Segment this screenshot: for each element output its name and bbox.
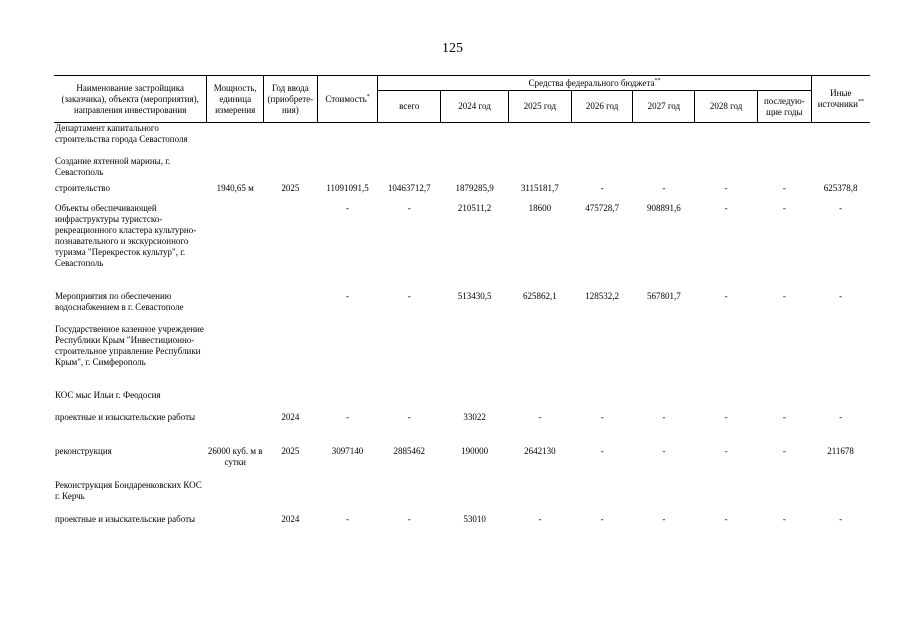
row-total: - xyxy=(407,290,411,301)
header-other-mark: ** xyxy=(857,99,864,105)
table-row xyxy=(54,203,870,291)
row-2027 xyxy=(633,123,695,156)
row-later xyxy=(757,123,811,156)
row-other: - xyxy=(839,290,843,301)
row-name: Государственное казенное учреждение Республики Крым "Инвестиционно-строительное управление Республики Крым", г. Симферополь xyxy=(55,323,204,367)
row-2028 xyxy=(695,390,758,412)
row-2027: - xyxy=(662,513,666,524)
row-2027: 567801,7 xyxy=(646,290,681,301)
row-2024 xyxy=(441,480,509,514)
row-2025 xyxy=(508,390,571,412)
row-cost xyxy=(317,480,378,514)
row-year: 2025 xyxy=(281,445,300,456)
header-federal-mark: ** xyxy=(654,77,661,84)
row-name: проектные и изыскательские работы xyxy=(55,411,196,422)
row-2028: - xyxy=(724,411,728,422)
table-row xyxy=(54,480,870,514)
row-name: Мероприятия по обеспечению водоснабжением в г. Севастополе xyxy=(55,290,184,312)
row-2027 xyxy=(633,156,695,183)
row-2028: - xyxy=(724,182,728,193)
row-capacity xyxy=(207,324,264,390)
row-total xyxy=(378,324,441,390)
row-total: - xyxy=(407,513,411,524)
row-2025: 2642130 xyxy=(524,445,556,456)
table-row xyxy=(54,123,870,156)
table-row xyxy=(54,324,870,390)
row-total: - xyxy=(407,202,411,213)
row-cost xyxy=(317,324,378,390)
row-2024 xyxy=(441,390,509,412)
row-later xyxy=(757,156,811,183)
row-year: 2025 xyxy=(281,182,300,193)
header-federal: Средства федерального бюджета xyxy=(528,77,655,88)
row-other: - xyxy=(839,202,843,213)
row-2025: - xyxy=(538,411,542,422)
header-cost-mark: * xyxy=(366,93,370,100)
row-2026: - xyxy=(600,513,604,524)
row-total xyxy=(378,123,441,156)
row-other xyxy=(811,156,870,183)
row-total xyxy=(378,390,441,412)
row-name: Реконструкция Бондаренковских КОС г. Керчь xyxy=(55,479,202,501)
row-year xyxy=(264,324,318,390)
row-2024 xyxy=(441,324,509,390)
table-row xyxy=(54,291,870,324)
header-year: Год ввода (приобрете-ния) xyxy=(264,76,318,123)
row-name: реконструкция xyxy=(55,445,112,456)
row-2026: 475728,7 xyxy=(585,202,619,213)
row-other: - xyxy=(839,513,843,524)
table-row xyxy=(54,183,870,203)
row-cost: 3097140 xyxy=(331,445,364,456)
row-total xyxy=(378,156,441,183)
row-cost: - xyxy=(346,411,350,422)
row-name: строительство xyxy=(55,182,110,193)
row-2025: - xyxy=(538,513,542,524)
row-2024: 210511,2 xyxy=(457,202,492,213)
row-2027: - xyxy=(662,411,666,422)
row-name: проектные и изыскательские работы xyxy=(55,513,196,524)
row-capacity xyxy=(207,203,264,291)
row-2026 xyxy=(571,156,633,183)
row-2026: - xyxy=(600,445,604,456)
row-2024: 33022 xyxy=(463,411,486,422)
header-name: Наименование застройщика (заказчика), объекта (мероприятия), направления инвестирования xyxy=(54,76,207,123)
page-number: 125 xyxy=(442,41,463,56)
row-later: - xyxy=(782,411,786,422)
header-federal-cell xyxy=(378,76,811,91)
header-2024: 2024 год xyxy=(441,91,509,123)
row-2024: 190000 xyxy=(461,445,489,456)
row-2028 xyxy=(695,123,758,156)
row-2028 xyxy=(695,480,758,514)
row-year: 2024 xyxy=(281,411,300,422)
row-later xyxy=(757,480,811,514)
row-year xyxy=(264,480,318,514)
row-2024: 1879285,9 xyxy=(455,182,494,193)
row-cost: 11091091,5 xyxy=(326,182,369,193)
row-later xyxy=(757,390,811,412)
row-2025 xyxy=(508,480,571,514)
row-2024 xyxy=(441,156,509,183)
row-capacity xyxy=(207,123,264,156)
row-total: 10463712,7 xyxy=(387,182,431,193)
row-year xyxy=(264,203,318,291)
row-2025 xyxy=(508,156,571,183)
row-other: - xyxy=(839,411,843,422)
row-2028: - xyxy=(724,202,728,213)
row-name: Объекты обеспечивающей инфраструктуры туристско-рекреационного кластера культурно-познавательного и экскурсионного туризма "Перекресток культур", г. Севастополь xyxy=(55,202,197,268)
header-other: Иные источники xyxy=(817,88,858,109)
row-2025: 625862,1 xyxy=(522,290,557,301)
table-body xyxy=(54,123,870,548)
row-cost xyxy=(317,156,378,183)
row-2027 xyxy=(633,324,695,390)
row-2027: 908891,6 xyxy=(646,202,681,213)
budget-table xyxy=(54,75,870,548)
row-capacity xyxy=(207,412,264,446)
row-other xyxy=(811,123,870,156)
row-2025 xyxy=(508,324,571,390)
row-2028: - xyxy=(724,445,728,456)
row-capacity: 1940,65 м xyxy=(216,182,254,193)
row-2024 xyxy=(441,123,509,156)
row-2026: - xyxy=(600,411,604,422)
row-2026 xyxy=(571,390,633,412)
row-later: - xyxy=(782,202,786,213)
row-total xyxy=(378,480,441,514)
table-row xyxy=(54,390,870,412)
row-2026 xyxy=(571,480,633,514)
row-later xyxy=(757,324,811,390)
row-year xyxy=(264,123,318,156)
row-cost xyxy=(317,123,378,156)
header-total: всего xyxy=(378,91,441,123)
header-2026: 2026 год xyxy=(571,91,633,123)
row-capacity xyxy=(207,156,264,183)
header-2027: 2027 год xyxy=(633,91,695,123)
row-name: Создание яхтенной марины, г. Севастополь xyxy=(55,155,171,177)
row-2027: - xyxy=(662,182,666,193)
row-total: - xyxy=(407,411,411,422)
row-2028: - xyxy=(724,290,728,301)
row-2025 xyxy=(508,123,571,156)
row-later: - xyxy=(782,513,786,524)
row-cost: - xyxy=(346,202,350,213)
row-total: 2885462 xyxy=(393,445,426,456)
row-cost xyxy=(317,390,378,412)
row-other: 625378,8 xyxy=(823,182,858,193)
row-year xyxy=(264,156,318,183)
header-capacity: Мощность, единица измерения xyxy=(207,76,264,123)
row-2027 xyxy=(633,480,695,514)
row-2027 xyxy=(633,390,695,412)
row-cost: - xyxy=(346,290,350,301)
table-row xyxy=(54,412,870,446)
row-2028 xyxy=(695,156,758,183)
row-2025: 18600 xyxy=(528,202,552,213)
row-year xyxy=(264,390,318,412)
row-2026: 128532,2 xyxy=(585,290,619,301)
header-later: последую-щие годы xyxy=(757,91,811,123)
row-year xyxy=(264,291,318,324)
row-2026 xyxy=(571,324,633,390)
row-2027: - xyxy=(662,445,666,456)
row-capacity: 26000 куб. м в сутки xyxy=(207,445,263,467)
row-name: КОС мыс Ильи г. Феодосия xyxy=(55,389,161,400)
row-2028 xyxy=(695,324,758,390)
row-capacity xyxy=(207,291,264,324)
row-later: - xyxy=(782,182,786,193)
row-2026: - xyxy=(600,182,604,193)
row-later: - xyxy=(782,445,786,456)
row-capacity xyxy=(207,390,264,412)
table-row xyxy=(54,446,870,480)
row-year: 2024 xyxy=(281,513,300,524)
row-2024: 53010 xyxy=(463,513,486,524)
row-cost: - xyxy=(346,513,350,524)
row-other xyxy=(811,390,870,412)
header-2028: 2028 год xyxy=(695,91,758,123)
row-name: Департамент капитального строительства города Севастополя xyxy=(55,123,188,144)
row-other xyxy=(811,480,870,514)
row-other xyxy=(811,324,870,390)
row-capacity xyxy=(207,480,264,514)
row-2026 xyxy=(571,123,633,156)
table-row xyxy=(54,514,870,548)
table-row xyxy=(54,156,870,183)
header-cost-cell xyxy=(317,76,378,123)
row-2028: - xyxy=(724,513,728,524)
row-later: - xyxy=(782,290,786,301)
header-other-cell xyxy=(811,76,870,123)
table-header xyxy=(54,76,870,123)
row-2025: 3115181,7 xyxy=(520,182,559,193)
row-other: 211678 xyxy=(827,445,854,456)
header-cost: Стоимость xyxy=(325,93,367,104)
row-capacity xyxy=(207,514,264,548)
header-2025: 2025 год xyxy=(508,91,571,123)
row-2024: 513430,5 xyxy=(457,290,492,301)
